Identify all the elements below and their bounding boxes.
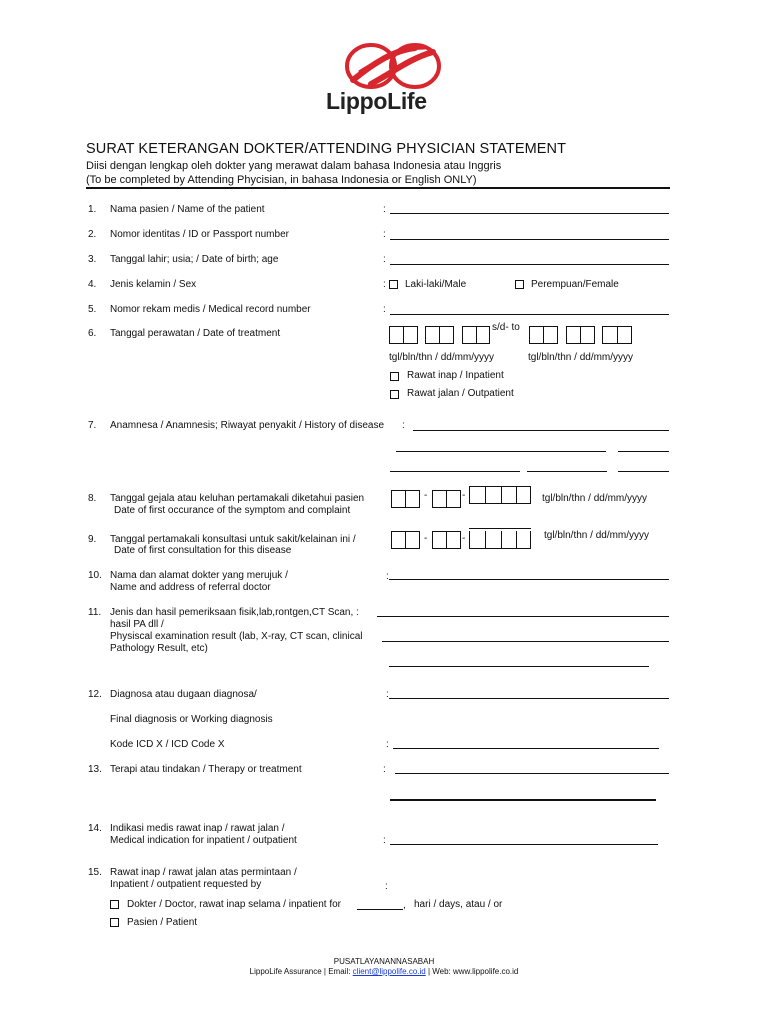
q6-outpatient-checkbox[interactable] xyxy=(390,390,399,399)
q6-to-day-box[interactable] xyxy=(543,326,558,344)
q15-doctor-tail: hari / days, atau / or xyxy=(414,899,503,910)
q4-male-label: Laki-laki/Male xyxy=(405,279,467,290)
q11-exam-field[interactable] xyxy=(382,641,669,642)
footer-contact xyxy=(0,967,768,976)
q6-from-month-box[interactable] xyxy=(425,326,440,344)
q4-num: 4. xyxy=(88,279,97,290)
q12-diagnosis-field[interactable] xyxy=(389,698,669,699)
q7-history-field[interactable] xyxy=(390,471,520,472)
q9-label-1: Tanggal pertamakali konsultasi untuk sakit/kelainan ini / xyxy=(110,534,356,545)
q9-format: tgl/bln/thn / dd/mm/yyyy xyxy=(544,530,650,541)
q6-to-month-box[interactable] xyxy=(566,326,581,344)
q7-label: Anamnesa / Anamnesis; Riwayat penyakit / History of disease xyxy=(110,420,385,431)
q14-label-1: Indikasi medis rawat inap / rawat jalan / xyxy=(110,823,285,834)
q11-label-2: hasil PA dll / xyxy=(110,619,164,630)
q15-patient-label: Pasien / Patient xyxy=(127,917,198,928)
q6-outpatient-label: Rawat jalan / Outpatient xyxy=(407,388,514,399)
q15-days-field[interactable] xyxy=(357,909,403,910)
q8-num: 8. xyxy=(88,493,97,504)
q13-num: 13. xyxy=(88,764,102,775)
footer-email-link[interactable]: client@lippolife.co.id xyxy=(352,967,426,976)
q4-label: Jenis kelamin / Sex xyxy=(110,279,197,290)
q8-day-box[interactable] xyxy=(405,490,420,508)
q14-indication-field[interactable] xyxy=(390,844,658,845)
q10-label-2: Name and address of referral doctor xyxy=(110,582,271,593)
q4-female-label: Perempuan/Female xyxy=(531,279,619,290)
q11-num: 11. xyxy=(88,607,102,618)
q9-month-box[interactable] xyxy=(432,531,447,549)
q7-history-field[interactable] xyxy=(527,471,607,472)
q6-to-year-box[interactable] xyxy=(602,326,632,344)
q6-format-to: tgl/bln/thn / dd/mm/yyyy xyxy=(528,352,634,363)
q14-num: 14. xyxy=(88,823,102,834)
q8-month-box[interactable] xyxy=(432,490,447,508)
q9-num: 9. xyxy=(88,534,97,545)
q2-id-field[interactable] xyxy=(390,239,669,240)
q11-exam-field[interactable] xyxy=(389,666,649,667)
q12-num: 12. xyxy=(88,689,102,700)
q2-label: Nomor identitas / ID or Passport number xyxy=(110,229,289,240)
q15-label-1: Rawat inap / rawat jalan atas permintaan / xyxy=(110,867,297,878)
q9-year-box[interactable] xyxy=(469,531,531,549)
q3-label: Tanggal lahir; usia; / Date of birth; age xyxy=(110,254,279,265)
q6-from-month-box[interactable] xyxy=(439,326,454,344)
footer-title: PUSATLAYANANNASABAH xyxy=(333,957,435,966)
q4-male-checkbox[interactable] xyxy=(389,280,398,289)
q6-to-month-box[interactable] xyxy=(580,326,595,344)
q8-day-box[interactable] xyxy=(391,490,406,508)
q15-doctor-checkbox[interactable] xyxy=(110,900,119,909)
brand-name: LippoLife xyxy=(326,88,427,114)
header-divider xyxy=(86,187,670,189)
q1-num: 1. xyxy=(88,204,97,215)
q6-label: Tanggal perawatan / Date of treatment xyxy=(110,328,281,339)
q6-format-from: tgl/bln/thn / dd/mm/yyyy xyxy=(389,352,495,363)
q10-num: 10. xyxy=(88,570,102,581)
q15-doctor-label: Dokter / Doctor, rawat inap selama / inpatient for xyxy=(127,899,341,910)
subtitle-id: Diisi dengan lengkap oleh dokter yang merawat dalam bahasa Indonesia atau Inggris xyxy=(86,160,502,172)
q9-month-box[interactable] xyxy=(446,531,461,549)
footer-suffix: | Web: www.lippolife.co.id xyxy=(425,967,519,976)
q10-label-1: Nama dan alamat dokter yang merujuk / xyxy=(110,570,288,581)
q6-to-day-box[interactable] xyxy=(529,326,544,344)
q7-history-field[interactable] xyxy=(396,451,606,452)
q4-female-checkbox[interactable] xyxy=(515,280,524,289)
q7-num: 7. xyxy=(88,420,97,431)
q6-from-day-box[interactable] xyxy=(403,326,418,344)
q13-label: Terapi atau tindakan / Therapy or treatment xyxy=(110,764,302,775)
q10-referral-field[interactable] xyxy=(389,579,669,580)
q8-label-2: Date of first occurance of the symptom and complaint xyxy=(114,505,351,516)
q15-label-2: Inpatient / outpatient requested by xyxy=(110,879,262,890)
q3-dob-field[interactable] xyxy=(390,264,669,265)
q2-num: 2. xyxy=(88,229,97,240)
q7-history-field[interactable] xyxy=(618,451,669,452)
q15-num: 15. xyxy=(88,867,102,878)
q8-label-1: Tanggal gejala atau keluhan pertamakali diketahui pasien xyxy=(110,493,365,504)
q13-therapy-field[interactable] xyxy=(395,773,669,774)
q8-month-box[interactable] xyxy=(446,490,461,508)
q5-mrn-field[interactable] xyxy=(390,314,669,315)
q7-history-field[interactable] xyxy=(413,430,669,431)
q6-from-year-box[interactable] xyxy=(462,326,490,344)
q9-label-2: Date of first consultation for this disease xyxy=(114,545,292,556)
q14-label-2: Medical indication for inpatient / outpatient xyxy=(110,835,297,846)
q6-from-day-box[interactable] xyxy=(389,326,404,344)
q5-num: 5. xyxy=(88,304,97,315)
footer-prefix: LippoLife Assurance | Email: xyxy=(249,967,353,976)
q7-colon: : xyxy=(402,420,405,431)
q3-num: 3. xyxy=(88,254,97,265)
q6-num: 6. xyxy=(88,328,97,339)
page-title: SURAT KETERANGAN DOKTER/ATTENDING PHYSICIAN STATEMENT xyxy=(86,141,567,157)
q7-history-field[interactable] xyxy=(618,471,669,472)
q11-label-3: Physiscal examination result (lab, X-ray, CT scan, clinical xyxy=(110,631,363,642)
q12-final-label: Final diagnosis or Working diagnosis xyxy=(110,714,273,725)
q12-icd-label: Kode ICD X / ICD Code X xyxy=(110,739,225,750)
q6-inpatient-checkbox[interactable] xyxy=(390,372,399,381)
q6-inpatient-label: Rawat inap / Inpatient xyxy=(407,370,504,381)
q9-day-box[interactable] xyxy=(405,531,420,549)
q9-day-box[interactable] xyxy=(391,531,406,549)
q13-therapy-field[interactable] xyxy=(390,799,656,801)
q12-icd-field[interactable] xyxy=(393,748,659,749)
q8-year-box[interactable] xyxy=(469,486,531,504)
q11-label-4: Pathology Result, etc) xyxy=(110,643,208,654)
q8-format: tgl/bln/thn / dd/mm/yyyy xyxy=(542,493,648,504)
q1-label: Nama pasien / Name of the patient xyxy=(110,204,265,215)
q5-label: Nomor rekam medis / Medical record number xyxy=(110,304,311,315)
subtitle-en: (To be completed by Attending Phycisian, in bahasa Indonesia or English ONLY) xyxy=(86,174,477,186)
q11-exam-field[interactable] xyxy=(377,616,669,617)
q15-patient-checkbox[interactable] xyxy=(110,918,119,927)
q6-sd-to: s/d- to xyxy=(492,322,520,333)
q11-label-1: Jenis dan hasil pemeriksaan fisik,lab,rontgen,CT Scan, : xyxy=(110,607,359,618)
q12-label: Diagnosa atau dugaan diagnosa/ xyxy=(110,689,257,700)
q1-patient-name-field[interactable] xyxy=(390,213,669,214)
lippolife-logo-icon xyxy=(345,42,441,90)
